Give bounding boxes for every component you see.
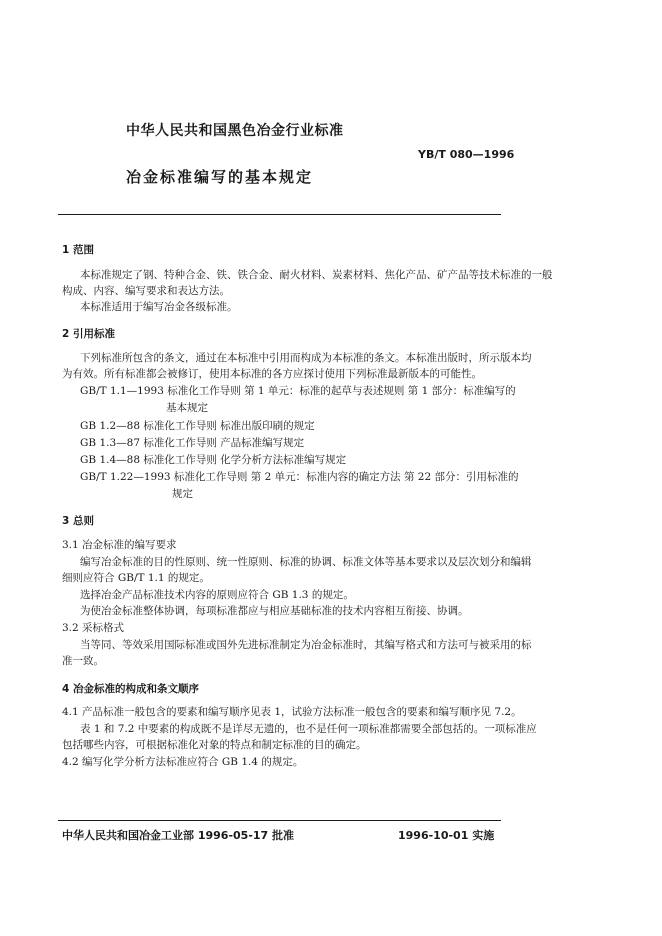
section-3-para-line: 细则应符合 GB/T 1.1 的规定。 <box>62 572 210 584</box>
section-3-heading: 3 总则 <box>62 515 94 527</box>
section-3-para-line: 准一致。 <box>62 655 104 667</box>
section-2-para-line: 为有效。所有标准都会被修订，使用本标准的各方应探讨使用下列标准最新版本的可能性。 <box>62 368 482 380</box>
section-1-para-line: 构成、内容、编写要求和表达方法。 <box>62 285 230 297</box>
effective-date: 1996-10-01 实施 <box>398 829 495 842</box>
reference-item: GB 1.3—87 标准化工作导则 产品标准编写规定 <box>80 437 305 449</box>
section-1-para: 本标准适用于编写冶金各级标准。 <box>80 301 238 313</box>
reference-item: GB 1.4—88 标准化工作导则 化学分析方法标准编写规定 <box>80 454 347 466</box>
section-3-para-line: 当等同、等效采用国际标准或国外先进标准制定为冶金标准时，其编写格式和方法可与被采用的标 <box>80 639 532 651</box>
section-2-para-line: 下列标准所包含的条文，通过在本标准中引用而构成为本标准的条文。本标准出版时，所示版本均 <box>80 352 532 364</box>
reference-item: GB 1.2—88 标准化工作导则 标准出版印刷的规定 <box>80 420 315 432</box>
header-divider <box>58 214 501 215</box>
clause-4-1-line: 4.1 产品标准一般包含的要素和编写顺序见表 1，试验方法标准一般包含的要素和编写顺序见 7.2。 <box>62 706 522 718</box>
section-3-para-line: 编写冶金标准的目的性原则、统一性原则、标准的协调、标准文体等基本要求以及层次划分和编辑 <box>80 556 532 568</box>
subsection-3-1-heading: 3.1 冶金标准的编写要求 <box>62 539 177 551</box>
clause-4-1-line: 表 1 和 7.2 中要素的构成既不是详尽无遗的，也不是任何一项标准都需要全部包括的。一项标准应 <box>80 723 537 735</box>
section-3-para: 选择冶金产品标准技术内容的原则应符合 GB 1.3 的规定。 <box>80 589 354 601</box>
document-title: 冶金标准编写的基本规定 <box>126 168 314 186</box>
publisher-title: 中华人民共和国黑色冶金行业标准 <box>126 123 344 139</box>
approval-line: 中华人民共和国冶金工业部 1996-05-17 批准 <box>62 829 295 842</box>
footer-divider <box>58 820 501 821</box>
subsection-3-2-heading: 3.2 采标格式 <box>62 622 125 634</box>
reference-item: GB/T 1.22—1993 标准化工作导则 第 2 单元：标准内容的确定方法 第 22 部分：引用标准的 <box>80 471 519 483</box>
reference-item-cont: 规定 <box>172 488 193 500</box>
clause-4-2: 4.2 编写化学分析方法标准应符合 GB 1.4 的规定。 <box>62 756 304 768</box>
standard-code: YB/T 080—1996 <box>418 148 515 161</box>
reference-item-cont: 基本规定 <box>166 402 208 414</box>
reference-item: GB/T 1.1—1993 标准化工作导则 第 1 单元：标准的起草与表述规则 第 1 部分：标准编写的 <box>80 385 516 397</box>
section-3-para: 为使冶金标准整体协调，每项标准都应与相应基础标准的技术内容相互衔接、协调。 <box>80 605 469 617</box>
section-1-para-line: 本标准规定了钢、特种合金、铁、铁合金、耐火材料、炭素材料、焦化产品、矿产品等技术标准的一般 <box>80 269 553 281</box>
clause-4-1-line: 包括哪些内容，可根据标准化对象的特点和制定标准的目的确定。 <box>62 739 367 751</box>
section-2-heading: 2 引用标准 <box>62 328 115 340</box>
section-4-heading: 4 冶金标准的构成和条文顺序 <box>62 683 199 695</box>
section-1-heading: 1 范围 <box>62 244 94 256</box>
